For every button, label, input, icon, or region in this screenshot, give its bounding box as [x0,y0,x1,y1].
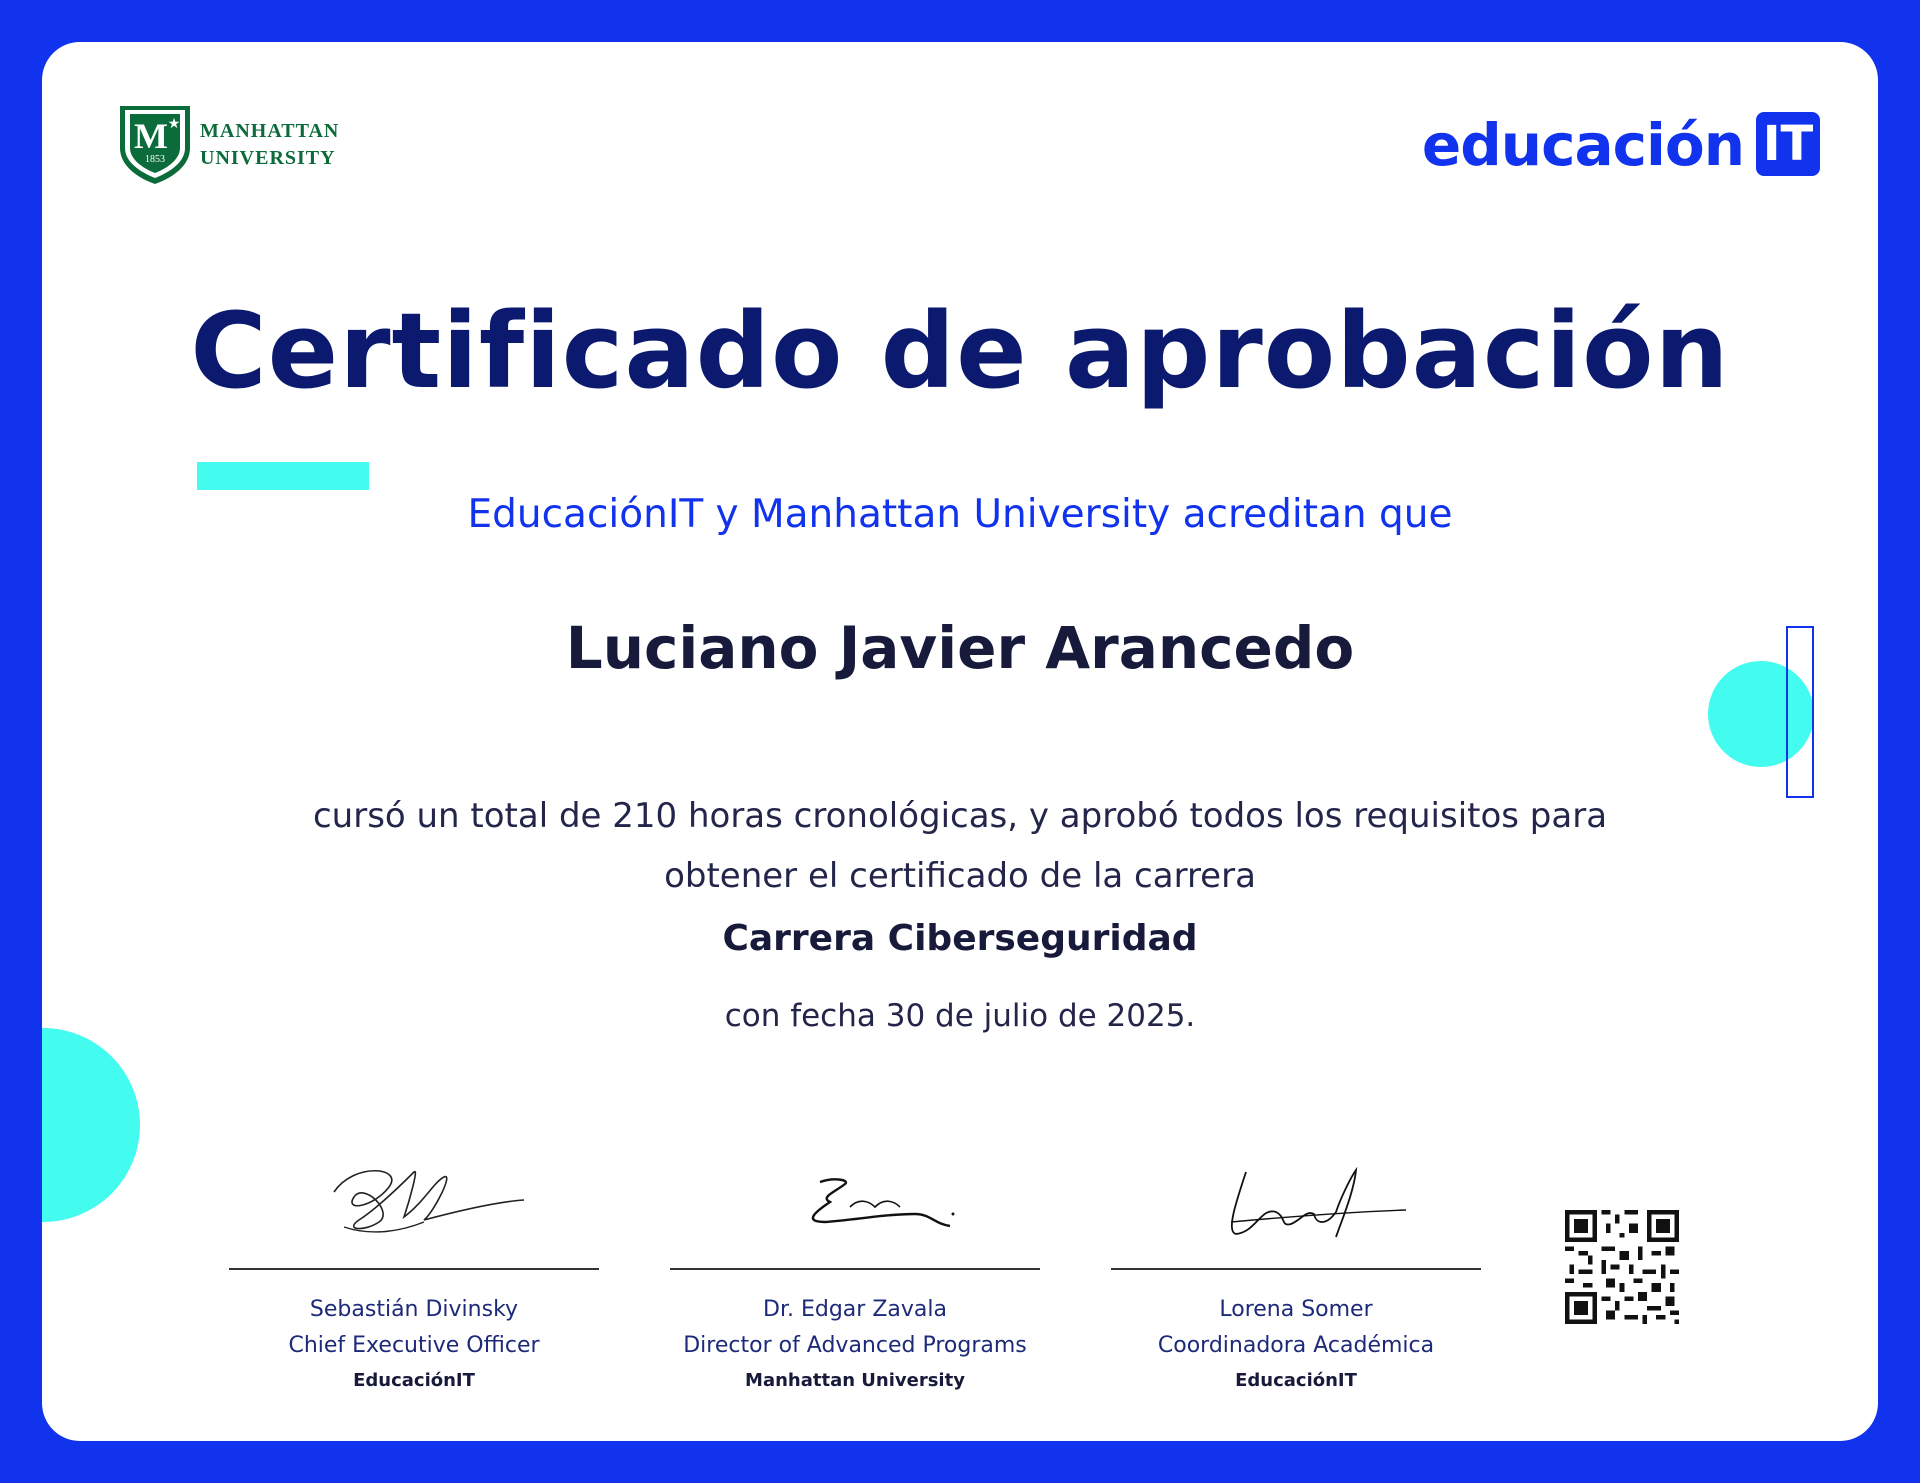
certificate-title: Certificado de aprobación [190,290,1730,412]
accent-bar [197,462,369,490]
signature-block-1 [229,1142,599,1398]
signature-line-2 [670,1268,1040,1270]
signature-image-2 [725,1142,985,1252]
signature-block-2 [670,1142,1040,1398]
manhattan-university-logo [118,104,339,186]
certificate-date: con fecha 30 de julio de 2025. [724,998,1196,1034]
shield-letter: M [134,116,168,156]
certificate-body [202,786,1718,906]
educacionit-wordmark: educación [1421,111,1744,179]
certificate-card [42,42,1878,1441]
signer-role-1: Chief Executive Officer [288,1333,540,1358]
qr-code-icon[interactable] [1565,1210,1679,1324]
signature-block-3 [1111,1142,1481,1398]
student-name: Luciano Javier Arancedo [565,614,1355,682]
decorative-circle-left [42,1028,140,1222]
manhattan-wordmark [200,118,339,172]
signer-org-3: EducaciónIT [1235,1370,1357,1391]
signer-name-3: Lorena Somer [1219,1297,1373,1322]
manhattan-line-1: MANHATTAN [200,120,340,142]
signer-org-2: Manhattan University [745,1370,965,1391]
signature-image-1 [284,1142,544,1252]
signer-org-1: EducaciónIT [353,1370,475,1391]
signature-image-3 [1166,1142,1426,1252]
educacionit-it-badge: IT [1756,112,1820,176]
signature-line-3 [1111,1268,1481,1270]
manhattan-shield-icon [118,104,192,186]
signer-role-3: Coordinadora Académica [1157,1333,1435,1358]
course-name: Carrera Ciberseguridad [722,918,1198,959]
decorative-rectangle-right [1786,626,1814,798]
body-line-1: cursó un total de 210 horas cronológicas, y aprobó todos los requisitos para [312,796,1608,836]
educacionit-logo [1422,110,1820,180]
svg-text:★: ★ [167,116,181,132]
shield-year: 1853 [145,154,165,165]
body-line-2: obtener el certificado de la carrera [664,856,1256,896]
signature-line-1 [229,1268,599,1270]
signer-role-2: Director of Advanced Programs [683,1333,1027,1358]
signer-name-2: Dr. Edgar Zavala [763,1297,947,1322]
certificate-subtitle: EducaciónIT y Manhattan University acreditan que [467,492,1453,537]
manhattan-line-2: UNIVERSITY [200,147,336,169]
signer-name-1: Sebastián Divinsky [309,1297,519,1322]
